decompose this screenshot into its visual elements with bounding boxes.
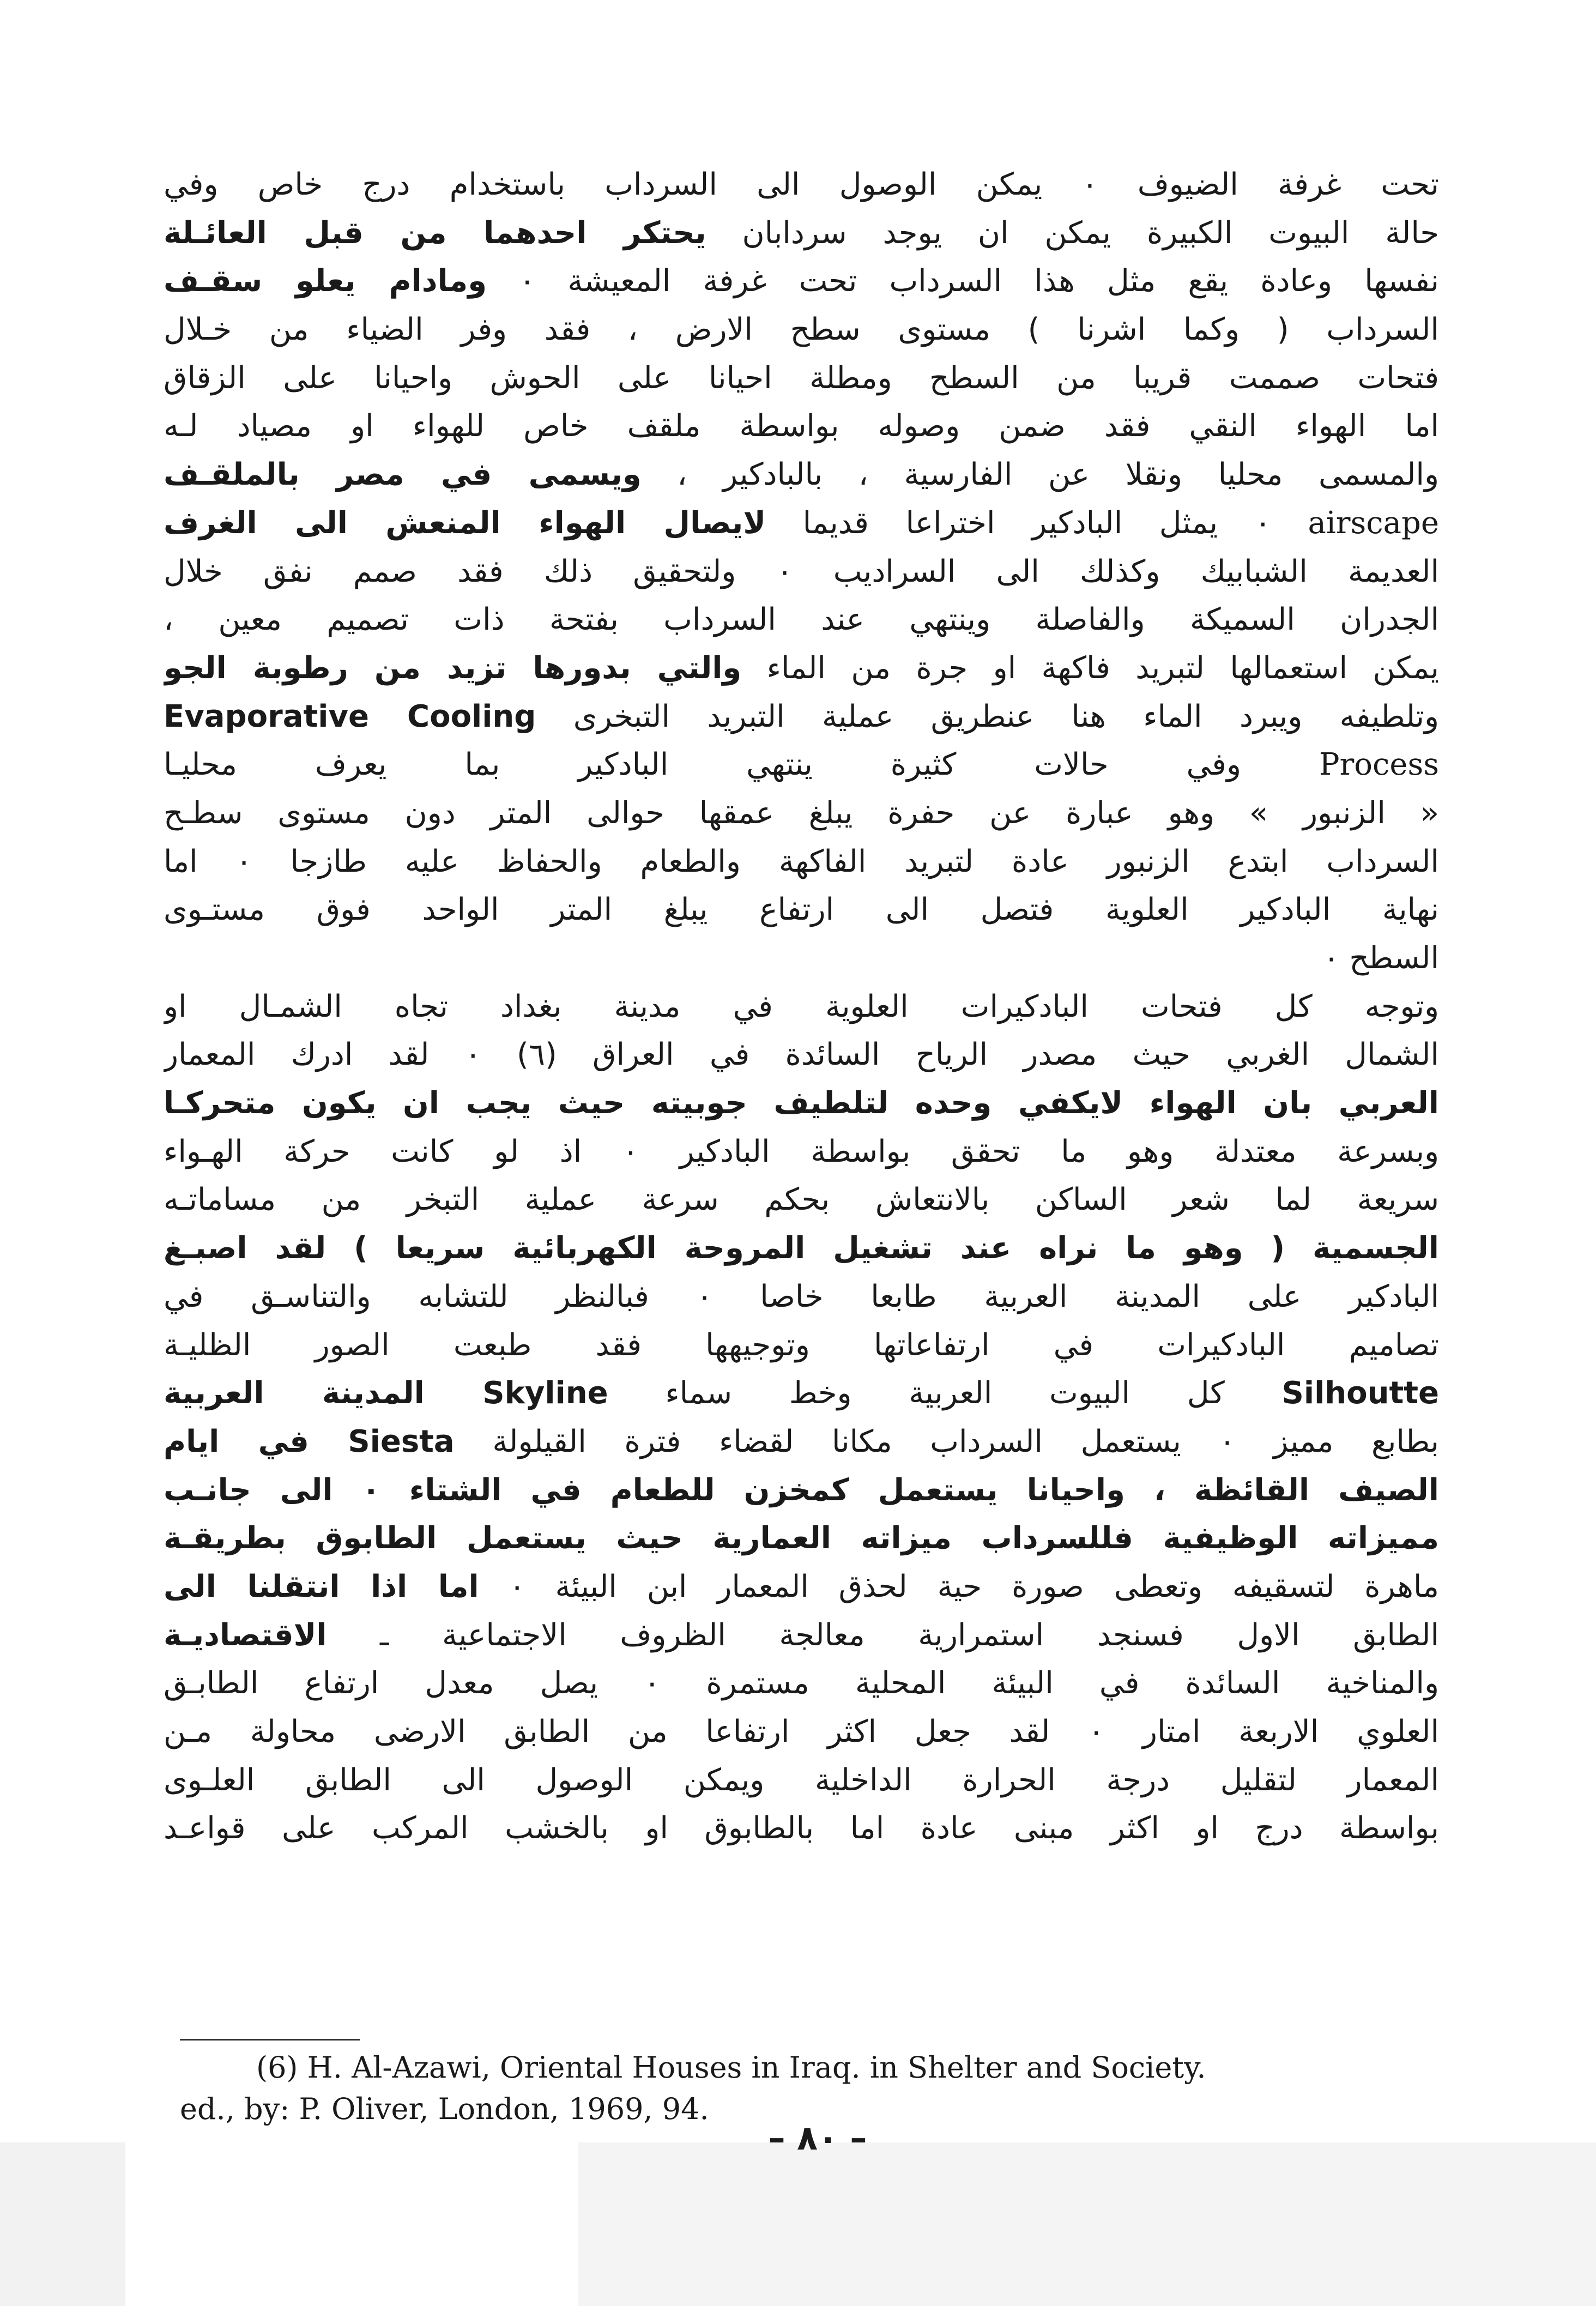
text-line bbox=[164, 548, 1439, 596]
arabic-text: ماهرة لتسقيفه وتعطى صورة حية لحذق المعمار ابن البيئة ٠ bbox=[479, 1568, 1439, 1604]
page-number: – ٨٠ – bbox=[768, 2118, 867, 2158]
text-line bbox=[164, 1514, 1439, 1563]
bold-arabic-text: مميزاته الوظيفية فللسرداب ميزاته العمارية حيث يستعمل الطابوق بطريقـة bbox=[164, 1520, 1439, 1556]
arabic-text: والمسمى محليا ونقلا عن الفارسية ، بالبادكير ، bbox=[641, 457, 1439, 493]
arabic-text: يمكن استعمالها لتبريد فاكهة او جرة من الماء bbox=[741, 650, 1439, 686]
text-line bbox=[164, 1708, 1439, 1756]
text-line bbox=[164, 1128, 1439, 1176]
text-line bbox=[164, 983, 1439, 1031]
text-line bbox=[164, 838, 1439, 886]
text-line bbox=[164, 1321, 1439, 1370]
text-line bbox=[164, 499, 1439, 548]
text-line bbox=[164, 789, 1439, 838]
text-line bbox=[164, 741, 1439, 789]
arabic-text: العلوي الاربعة امتار ٠ لقد جعل اكثر ارتفاعا من الطابق الارضى محاولة مـن bbox=[164, 1714, 1439, 1749]
arabic-text: العديمة الشبابيك وكذلك الى السراديب ٠ ولتحقيق ذلك فقد صمم نفق خلال bbox=[164, 553, 1439, 589]
text-line bbox=[164, 1756, 1439, 1805]
arabic-text: كل البيوت العربية وخط سماء bbox=[608, 1375, 1282, 1411]
text-line bbox=[164, 1224, 1439, 1273]
arabic-text: بطابع مميز ٠ يستعمل السرداب مكانا لقضاء فترة القيلولة bbox=[454, 1423, 1439, 1459]
text-line bbox=[164, 934, 1439, 983]
scan-margin-shade bbox=[0, 2142, 125, 2306]
latin-term-bold: Skyline bbox=[482, 1375, 608, 1411]
bold-arabic-text: والتي بدورها تزيد من رطوبة الجو bbox=[164, 650, 742, 686]
text-line bbox=[164, 1611, 1439, 1660]
arabic-text: ٠ يمثل البادكير اختراعا قديما bbox=[766, 505, 1308, 541]
bold-arabic-text: ويسمى في مصر بالملقـف bbox=[164, 457, 642, 493]
text-line bbox=[164, 596, 1439, 644]
footnote-line-1: (6) H. Al-Azawi, Oriental Houses in Iraq. in Shelter and Society. bbox=[256, 2050, 1206, 2085]
bold-arabic-text: ومادام يعلو سقـف bbox=[164, 263, 487, 299]
bold-arabic-text: المدينة العربية bbox=[164, 1375, 483, 1411]
arabic-text: حالة البيوت الكبيرة يمكن ان يوجد سردابان bbox=[706, 215, 1439, 251]
latin-term: Process bbox=[1319, 747, 1439, 783]
arabic-text: وفي حالات كثيرة ينتهي البادكير بما يعرف محليـا bbox=[164, 747, 1319, 783]
footnote-separator bbox=[180, 2039, 360, 2041]
arabic-text: فتحات صممت قريبا من السطح ومطلة احيانا على الحوش واحيانا على الزقاق bbox=[164, 360, 1439, 396]
text-line bbox=[164, 1369, 1439, 1418]
arabic-text: تصاميم البادكيرات في ارتفاعاتها وتوجيهها فقد طبعت الصور الظليـة bbox=[164, 1327, 1439, 1363]
arabic-text: « الزنبور » وهو عبارة عن حفرة يبلغ عمقها حوالى المتر دون مستوى سطـح bbox=[164, 795, 1439, 831]
bold-arabic-text: لايصال الهواء المنعش الى الغرف bbox=[164, 505, 766, 541]
arabic-text: السرداب ابتدع الزنبور عادة لتبريد الفاكهة والطعام والحفاظ عليه طازجا ٠ اما bbox=[164, 843, 1439, 879]
arabic-text: تحت غرفة الضيوف ٠ يمكن الوصول الى السرداب باستخدام درج خاص وفي bbox=[164, 167, 1439, 202]
text-line bbox=[164, 1273, 1439, 1321]
arabic-text: اما الهواء النقي فقد ضمن وصوله بواسطة ملقف خاص للهواء او مصياد لـه bbox=[164, 408, 1439, 444]
text-line bbox=[164, 1804, 1439, 1853]
latin-term-bold: Silhoutte bbox=[1281, 1375, 1439, 1411]
text-line bbox=[164, 1466, 1439, 1515]
arabic-text: بواسطة درج او اكثر مبنى عادة اما بالطابوق او بالخشب المركب على قواعـد bbox=[164, 1810, 1439, 1846]
text-line bbox=[164, 693, 1439, 741]
text-line bbox=[164, 1031, 1439, 1079]
text-line bbox=[164, 644, 1439, 693]
arabic-text: السرداب ( وكما اشرنا ) مستوى سطح الارض ، فقد وفر الضياء من خـلال bbox=[164, 312, 1439, 348]
text-line bbox=[164, 161, 1439, 209]
bold-arabic-text: العربي بان الهواء لايكفي وحده لتلطيف جوبيته حيث يجب ان يكون متحركـا bbox=[164, 1085, 1439, 1121]
arabic-text: وتلطيفه ويبرد الماء هنا عنطريق عملية التبريد التبخرى bbox=[536, 698, 1439, 734]
text-line bbox=[164, 306, 1439, 354]
text-line bbox=[164, 1418, 1439, 1466]
text-line bbox=[164, 1176, 1439, 1224]
bold-arabic-text: الجسمية ( وهو ما نراه عند تشغيل المروحة الكهربائية سريعا ) لقد اصبـغ bbox=[164, 1230, 1439, 1266]
bold-arabic-text: الاقتصاديـة bbox=[164, 1617, 327, 1653]
text-line bbox=[164, 1563, 1439, 1611]
bold-arabic-text: في ايام bbox=[164, 1423, 348, 1459]
latin-term-bold: Evaporative Cooling bbox=[164, 698, 536, 734]
arabic-text: سريعة لما شعر الساكن بالانتعاش بحكم سرعة عملية التبخر من مساماتـه bbox=[164, 1182, 1439, 1218]
arabic-text: نهاية البادكير العلوية فتصل الى ارتفاع يبلغ المتر الواحد فوق مستـوى bbox=[164, 892, 1439, 928]
text-line bbox=[164, 209, 1439, 258]
bold-arabic-text: الصيف القائظة ، واحيانا يستعمل كمخزن للطعام في الشتاء ٠ الى جانـب bbox=[164, 1472, 1439, 1508]
arabic-text: وتوجه كل فتحات البادكيرات العلوية في مدينة بغداد تجاه الشمـال او bbox=[164, 988, 1439, 1024]
text-line bbox=[164, 451, 1439, 499]
arabic-text: والمناخية السائدة في البيئة المحلية مستمرة ٠ يصل معدل ارتفاع الطابـق bbox=[164, 1665, 1439, 1701]
arabic-text: البادكير على المدينة العربية طابعا خاصا ٠ فبالنظر للتشابه والتناسـق في bbox=[164, 1278, 1439, 1314]
bold-arabic-text: اما اذا انتقلنا الى bbox=[164, 1568, 479, 1604]
latin-term-bold: Siesta bbox=[348, 1423, 455, 1459]
text-line bbox=[164, 354, 1439, 403]
text-line bbox=[164, 886, 1439, 934]
bold-arabic-text: يحتكر احدهما من قبل العائـلة bbox=[164, 215, 706, 251]
footnote-line-2: ed., by: P. Oliver, London, 1969, 94. bbox=[180, 2092, 709, 2126]
latin-term: airscape bbox=[1308, 505, 1439, 541]
arabic-text: وبسرعة معتدلة وهو ما تحقق بواسطة البادكير ٠ اذ لو كانت حركة الهـواء bbox=[164, 1133, 1439, 1169]
body-text bbox=[164, 161, 1439, 1853]
arabic-text: الجدران السميكة والفاصلة وينتهي عند السرداب بفتحة ذات تصميم معين ، bbox=[164, 602, 1439, 638]
arabic-text: المعمار لتقليل درجة الحرارة الداخلية ويمكن الوصول الى الطابق العلـوى bbox=[164, 1762, 1439, 1798]
arabic-text: الطابق الاول فسنجد استمرارية معالجة الظروف الاجتماعية ـ bbox=[327, 1617, 1439, 1653]
arabic-text: الشمال الغربي حيث مصدر الرياح السائدة في العراق (٦) ٠ لقد ادرك المعمار bbox=[164, 1037, 1439, 1073]
text-line bbox=[164, 1659, 1439, 1708]
arabic-text: نفسها وعادة يقع مثل هذا السرداب تحت غرفة المعيشة ٠ bbox=[487, 263, 1439, 299]
scan-margin-shade-right bbox=[578, 2142, 1596, 2306]
text-line bbox=[164, 1079, 1439, 1128]
text-line bbox=[164, 257, 1439, 306]
text-line bbox=[164, 402, 1439, 451]
arabic-text: السطح ٠ bbox=[1323, 940, 1439, 976]
